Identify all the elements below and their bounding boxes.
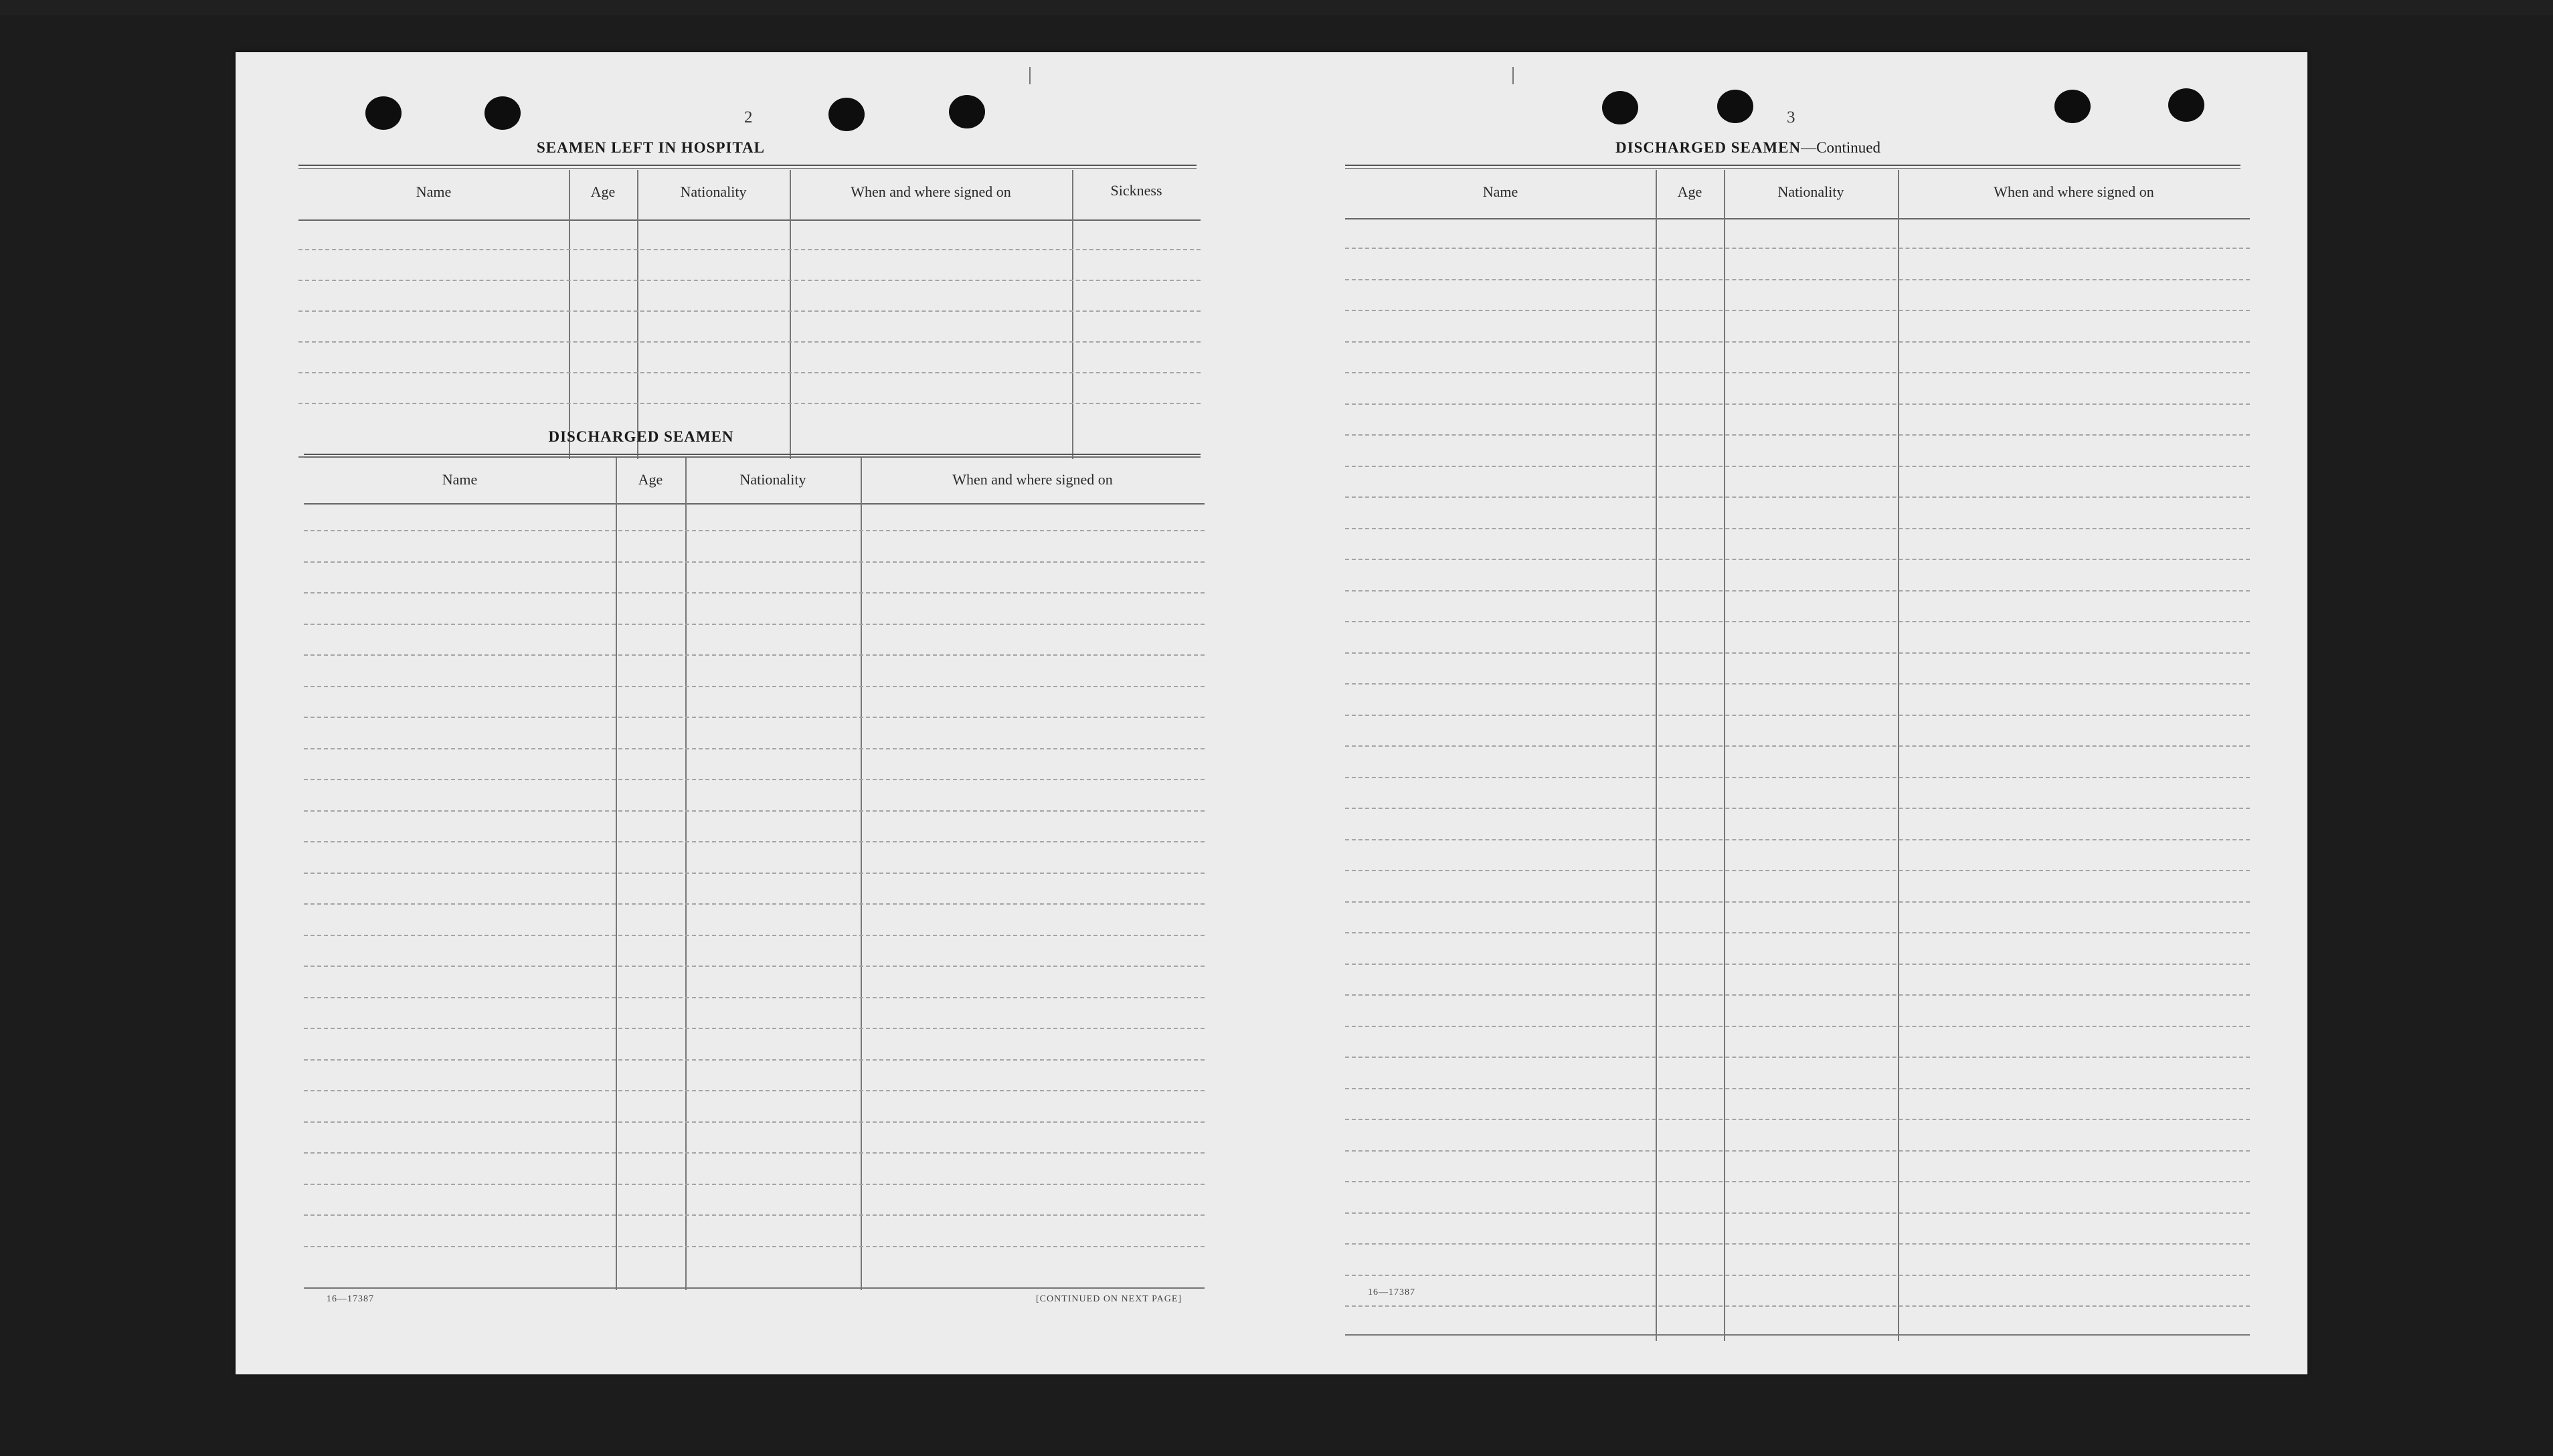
table-row	[304, 935, 1205, 936]
table-row	[298, 310, 1201, 312]
table-row	[304, 624, 1205, 625]
title-rule	[298, 165, 1197, 169]
table-row	[298, 249, 1201, 250]
column-header-name: Name	[416, 183, 452, 200]
table-row	[1345, 1057, 2250, 1058]
table-row	[1345, 372, 2250, 373]
page-number: 2	[744, 108, 753, 126]
table-row	[1345, 870, 2250, 871]
table-row	[1345, 745, 2250, 747]
table-row	[304, 654, 1205, 656]
section-title-hospital: SEAMEN LEFT IN HOSPITAL	[537, 139, 766, 156]
discharged-table-right	[1345, 170, 2250, 1341]
table-row	[1345, 808, 2250, 809]
form-number: 16—17387	[1368, 1287, 1415, 1297]
column-divider	[1072, 170, 1073, 459]
table-row	[1345, 1119, 2250, 1120]
table-row	[304, 903, 1205, 905]
discharged-table-left	[304, 458, 1205, 1290]
column-divider	[637, 170, 638, 459]
table-row	[298, 372, 1201, 373]
column-divider	[616, 458, 617, 1290]
punch-hole	[949, 95, 985, 128]
punch-hole	[2168, 88, 2204, 122]
table-row	[1345, 777, 2250, 778]
table-row	[1345, 1150, 2250, 1152]
section-title-text: DISCHARGED SEAMEN	[1615, 139, 1801, 156]
column-divider	[685, 458, 687, 1290]
column-header-signed-on: When and where signed on	[952, 471, 1113, 488]
column-header-nationality: Nationality	[739, 471, 806, 488]
table-row	[1345, 341, 2250, 343]
table-row	[1345, 1275, 2250, 1276]
table-row	[304, 997, 1205, 998]
table-row	[1345, 1088, 2250, 1089]
punch-hole	[2054, 90, 2091, 123]
table-row	[1345, 715, 2250, 716]
table-row	[1345, 590, 2250, 592]
column-header-name: Name	[442, 471, 478, 488]
table-row	[1345, 621, 2250, 622]
table-row	[304, 1090, 1205, 1091]
table-row	[1345, 1026, 2250, 1027]
table-row	[304, 1246, 1205, 1247]
column-header-age: Age	[638, 471, 663, 488]
column-divider	[569, 170, 570, 459]
table-row	[304, 561, 1205, 563]
section-title-suffix: —Continued	[1801, 139, 1880, 156]
table-row	[304, 1059, 1205, 1061]
title-rule	[1345, 165, 2240, 169]
column-header-age: Age	[1677, 183, 1702, 200]
table-row	[1345, 279, 2250, 280]
table-row	[304, 1121, 1205, 1123]
table-row	[304, 810, 1205, 812]
punch-hole	[485, 96, 521, 130]
table-row	[298, 341, 1201, 343]
punch-hole	[1717, 90, 1753, 123]
table-row	[304, 1152, 1205, 1154]
punch-hole	[1602, 91, 1638, 124]
table-bottom-rule	[304, 1287, 1205, 1289]
table-row	[1345, 403, 2250, 405]
column-header-sickness: Sickness	[1110, 182, 1162, 199]
scan-border-top	[0, 0, 2553, 15]
column-header-signed-on: When and where signed on	[1994, 183, 2154, 200]
column-divider	[790, 170, 791, 459]
table-row	[304, 592, 1205, 594]
table-row	[1345, 1181, 2250, 1182]
table-row	[304, 1214, 1205, 1216]
column-divider	[1724, 170, 1725, 1341]
table-row	[1345, 466, 2250, 467]
table-row	[1345, 683, 2250, 685]
continued-note: [CONTINUED ON NEXT PAGE]	[1036, 1294, 1182, 1304]
column-header-nationality: Nationality	[680, 183, 747, 200]
table-row	[304, 1184, 1205, 1185]
table-row	[304, 779, 1205, 780]
hospital-table	[298, 170, 1201, 459]
table-row	[1345, 496, 2250, 498]
form-sheet	[236, 52, 2307, 1374]
fold-mark	[1512, 67, 1514, 84]
table-row	[1345, 652, 2250, 654]
table-row	[1345, 964, 2250, 965]
table-row	[1345, 248, 2250, 249]
table-row	[1345, 901, 2250, 903]
table-row	[304, 717, 1205, 718]
table-row	[1345, 994, 2250, 996]
table-row	[304, 748, 1205, 749]
column-divider	[1656, 170, 1657, 1341]
table-row	[1345, 932, 2250, 933]
page-number: 3	[1787, 108, 1795, 126]
table-row	[1345, 559, 2250, 560]
table-row	[304, 966, 1205, 967]
section-title-discharged-continued	[1587, 139, 1909, 157]
table-row	[298, 403, 1201, 404]
punch-hole	[828, 98, 865, 131]
form-number: 16—17387	[327, 1294, 374, 1304]
table-row	[304, 530, 1205, 531]
table-row	[304, 686, 1205, 687]
table-bottom-rule	[1345, 1334, 2250, 1336]
table-row	[1345, 1305, 2250, 1307]
column-header-age: Age	[590, 183, 616, 200]
table-row	[1345, 528, 2250, 529]
table-row	[304, 841, 1205, 842]
column-divider	[1898, 170, 1899, 1341]
table-row	[304, 873, 1205, 874]
table-row	[298, 280, 1201, 281]
punch-hole	[365, 96, 402, 130]
table-row	[1345, 1212, 2250, 1214]
table-row	[304, 1028, 1205, 1029]
table-row	[1345, 310, 2250, 311]
fold-mark	[1029, 67, 1031, 84]
column-divider	[861, 458, 862, 1290]
table-row	[1345, 434, 2250, 436]
column-header-name: Name	[1482, 183, 1518, 200]
table-row	[1345, 1243, 2250, 1245]
table-row	[1345, 839, 2250, 840]
column-header-signed-on: When and where signed on	[851, 183, 1011, 200]
column-header-nationality: Nationality	[1777, 183, 1844, 200]
section-title-discharged: DISCHARGED SEAMEN	[548, 428, 734, 445]
